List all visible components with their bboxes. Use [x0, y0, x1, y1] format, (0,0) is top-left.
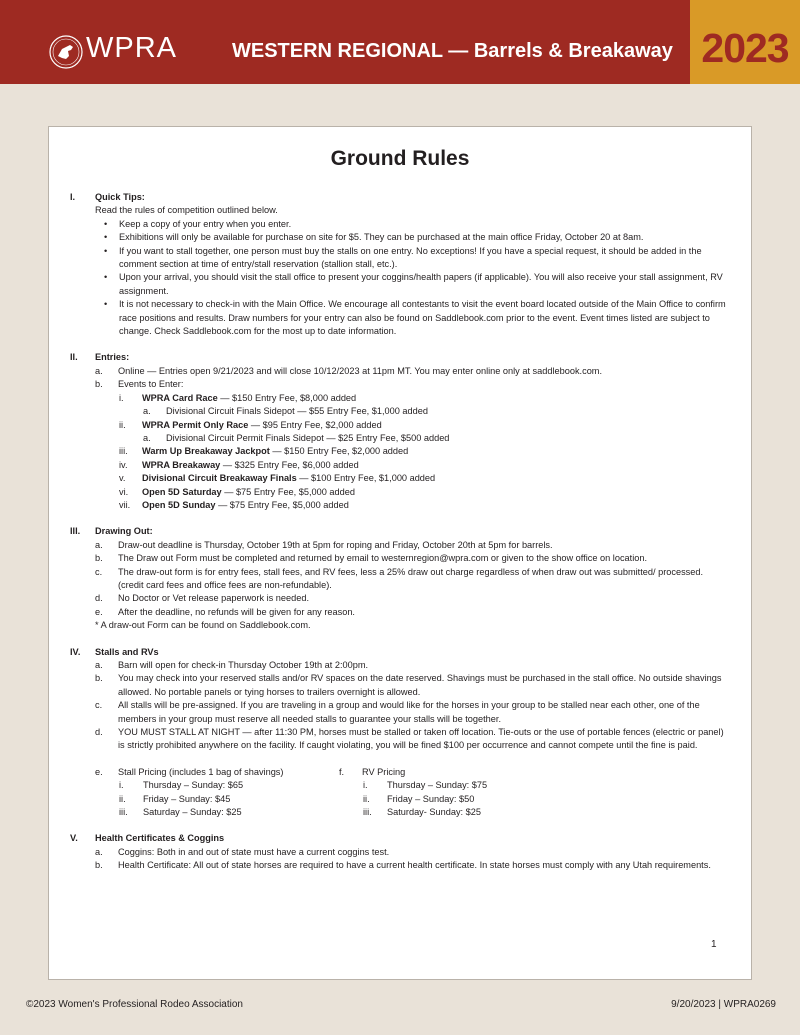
section-number: IV.: [70, 646, 81, 657]
list-item: f. RV Pricing: [339, 766, 406, 777]
list-item: • Exhibitions will only be available for purchase on site for $5. They can be purchased at the main office Friday, October 20 at 8am.: [95, 231, 729, 244]
list-item: • It is not necessary to check-in with the Main Office. We encourage all contestants to visit the event board located outside of the Main Office to confirm race positions and results. Draw numbers for your entry can also be found on Saddlebook.com prior to the event. Event times listed are subject to change. Check Saddlebook.com for the most up to date information.: [104, 299, 726, 337]
list-item: b. Health Certificate: All out of state horses are required to have a current health certificate. In state horses must comply with any Utah requirements.: [95, 860, 711, 871]
section-number: V.: [70, 833, 78, 844]
year-badge: [690, 0, 800, 84]
sidepot-item: a. Divisional Circuit Finals Sidepot — $55 Entry Fee, $1,000 added: [143, 406, 428, 417]
section-drawing-out: [69, 525, 729, 632]
event-details: Divisional Circuit Finals Sidepot — $55 Entry Fee, $1,000 added: [166, 406, 428, 417]
event-details: Divisional Circuit Permit Finals Sidepot — $25 Entry Fee, $500 added: [166, 432, 450, 443]
header-bar: [0, 0, 800, 84]
header-title: WESTERN REGIONAL — Barrels & Breakaway: [232, 40, 673, 62]
event-name: Warm Up Breakaway Jackpot: [142, 446, 270, 457]
event-name: Open 5D Sunday: [142, 499, 216, 510]
footer-copyright: ©2023 Women's Professional Rodeo Association: [26, 999, 243, 1010]
section-title: Stalls and RVs: [95, 646, 159, 657]
sidepot-item: a. Divisional Circuit Permit Finals Sidepot — $25 Entry Fee, $500 added: [143, 432, 450, 443]
list-item: b. Events to Enter:: [95, 379, 184, 390]
event-item: iii. Warm Up Breakaway Jackpot — $150 Entry Fee, $2,000 added: [119, 446, 409, 457]
event-details: — $75 Entry Fee, $5,000 added: [221, 486, 355, 497]
footer-date-code: 9/20/2023 | WPRA0269: [671, 999, 776, 1010]
list-item: d. No Doctor or Vet release paperwork is needed.: [95, 593, 309, 604]
bullet-icon: •: [104, 232, 108, 243]
list-item: • Upon your arrival, you should visit the stall office to present your coggins/health papers (if applicable). You will also receive your stall assignment, RV assignment.: [104, 272, 723, 296]
list-item: d. YOU MUST STALL AT NIGHT — after 11:30 PM, horses must be stalled or taken off location. Tie-outs or the use of portable fences (electric or panel) is strictly prohibited anywhere on the facility. If caught violating, you will be fined $100 per occurrence and cannot compete until the fine is paid.: [95, 727, 724, 751]
section-number: I.: [70, 192, 76, 202]
page-number: 1: [711, 939, 717, 950]
list-item: • If you want to stall together, one person must buy the stalls on one entry. No exceptions! If you have a special request, it should be added in the comment section at time of entry/stall reservation (stallion stall, etc.).: [104, 245, 702, 270]
event-details: — $150 Entry Fee, $2,000 added: [269, 446, 409, 457]
section-title: Health Certificates & Coggins: [95, 833, 225, 844]
event-item: v. Divisional Circuit Breakaway Finals — $100 Entry Fee, $1,000 added: [119, 473, 436, 484]
event-item: i. WPRA Card Race — $150 Entry Fee, $8,000 added: [119, 392, 357, 403]
event-details: — $150 Entry Fee, $8,000 added: [217, 392, 357, 403]
section-quick-tips: [69, 191, 729, 338]
rules-content: [69, 191, 729, 873]
wpra-logo-icon: [48, 34, 84, 70]
list-item: c. The draw-out form is for entry fees, stall fees, and RV fees, less a 25% draw out charge regardless of when draw out was submitted/ processed. (credit card fees and office fees are non-refundable).: [95, 566, 704, 590]
price-row: iii. Saturday- Sunday: $25: [363, 807, 481, 818]
rv-pricing: [339, 766, 639, 820]
list-item: e. Stall Pricing (includes 1 bag of shavings): [95, 766, 284, 777]
section-intro: Read the rules of competition outlined below.: [95, 205, 278, 216]
bullet-icon: •: [104, 272, 108, 283]
bullet-icon: •: [104, 245, 108, 256]
event-item: vi. Open 5D Saturday — $75 Entry Fee, $5,000 added: [119, 486, 355, 497]
event-details: — $325 Entry Fee, $6,000 added: [220, 459, 359, 470]
year-text: 2023: [701, 25, 789, 71]
bullet-icon: •: [104, 218, 108, 229]
event-item: ii. WPRA Permit Only Race — $95 Entry Fee, $2,000 added: [119, 419, 382, 430]
price-row: ii. Friday – Sunday: $45: [119, 793, 231, 804]
price-row: iii. Saturday – Sunday: $25: [119, 807, 242, 818]
page-title: Ground Rules: [330, 147, 470, 170]
section-number: III.: [70, 526, 81, 537]
list-item: a. Coggins: Both in and out of state must have a current coggins test.: [95, 846, 390, 857]
event-item: vii. Open 5D Sunday — $75 Entry Fee, $5,000 added: [119, 499, 349, 510]
list-item: • Keep a copy of your entry when you enter.: [95, 218, 729, 231]
event-item: iv. WPRA Breakaway — $325 Entry Fee, $6,000 added: [119, 459, 359, 470]
event-name: Open 5D Saturday: [142, 486, 222, 497]
list-item: b. You may check into your reserved stalls and/or RV spaces on the date reserved. Shavings must be purchased in the stall office. No outside shavings allowed. No portable panels or tying horses to trailers overnight is allowed.: [95, 673, 722, 697]
section-health-certificates: [69, 832, 729, 872]
bullet-icon: •: [104, 299, 108, 310]
event-name: Divisional Circuit Breakaway Finals: [142, 473, 297, 484]
list-item: a. Online — Entries open 9/21/2023 and will close 10/12/2023 at 11pm MT. You may enter online only at saddlebook.com.: [95, 365, 603, 376]
section-entries: [69, 351, 729, 512]
price-row: i. Thursday – Sunday: $75: [363, 780, 488, 791]
list-item: e. After the deadline, no refunds will be given for any reason.: [95, 606, 355, 617]
drawout-note: * A draw-out Form can be found on Saddlebook.com.: [95, 620, 311, 631]
logo-text: WPRA: [86, 32, 177, 64]
event-details: — $95 Entry Fee, $2,000 added: [248, 419, 382, 430]
pricing-columns: [95, 766, 729, 820]
section-number: II.: [70, 352, 78, 363]
event-name: WPRA Breakaway: [142, 459, 221, 470]
event-details: — $100 Entry Fee, $1,000 added: [296, 473, 436, 484]
price-row: ii. Friday – Sunday: $50: [363, 793, 475, 804]
section-title: Quick Tips:: [95, 192, 145, 202]
section-stalls-rvs: [69, 646, 729, 820]
event-details: — $75 Entry Fee, $5,000 added: [215, 499, 349, 510]
list-item: b. The Draw out Form must be completed and returned by email to westernregion@wpra.com or given to the show office on location.: [95, 553, 648, 564]
list-item: a. Barn will open for check-in Thursday October 19th at 2:00pm.: [95, 660, 369, 670]
list-item: a. Draw-out deadline is Thursday, October 19th at 5pm for roping and Friday, October 20th at 5pm for barrels.: [95, 539, 553, 550]
events-list: [95, 392, 729, 513]
stall-pricing: [95, 766, 339, 820]
section-title: Drawing Out:: [95, 526, 153, 537]
price-row: i. Thursday – Sunday: $65: [119, 780, 244, 791]
document-page: [48, 126, 752, 980]
section-title: Entries:: [95, 352, 130, 363]
event-name: WPRA Card Race: [142, 392, 218, 403]
list-item: c. All stalls will be pre-assigned. If you are traveling in a group and would like for the horses in your group to be stalled near each other, one of the members in your group must reserve all needed stalls to guarantee your stalls will be together.: [95, 700, 700, 724]
event-name: WPRA Permit Only Race: [142, 419, 249, 430]
